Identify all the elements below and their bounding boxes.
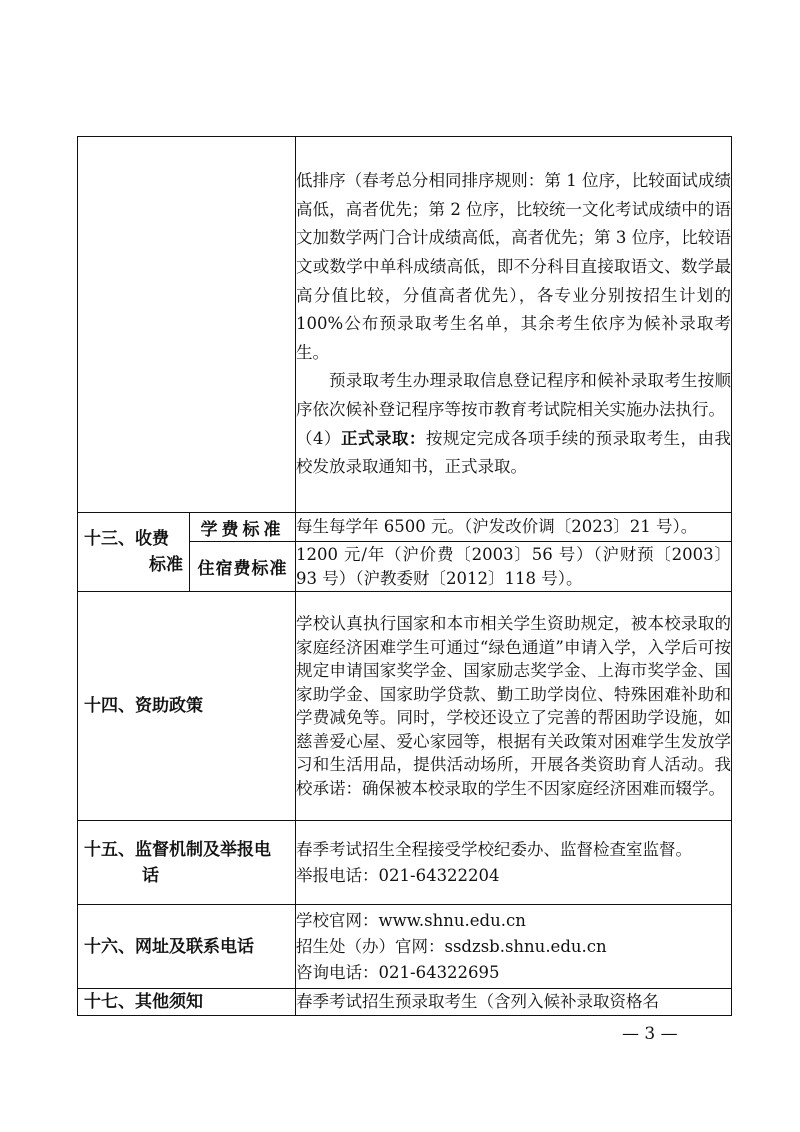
tuition-value: 每生每学年 6500 元。（沪发改价调〔2023〕21 号）。 — [296, 513, 732, 542]
aid-label: 十四、资助政策 — [78, 592, 296, 821]
row-supervision — [78, 821, 732, 905]
contact-label: 十六、网址及联系电话 — [78, 905, 296, 989]
contact-content-cell — [296, 905, 732, 989]
formal-admission-text: 按规定完成各项手续的预录取考生，由我校发放录取通知书，正式录取。 — [296, 428, 732, 477]
admission-paragraph-ranking: 低排序（春考总分相同排序规则：第 1 位序，比较面试成绩高低，高者优先；第 2 位序，比较统一文化考试成绩中的语文加数学两门合计成绩高低，高者优先；第 3 位序，比较语文或数学中单科成绩高低，即不分科目直接取语文、数学最高分值比较，分值高者优先），各专业分别按招生计划的 100%公布预录取考生名单，其余考生依序为候补录取考生。 — [296, 171, 731, 362]
supervision-label-line1: 十五、监督机制及举报电 — [84, 839, 271, 860]
admission-paragraph-registration: 预录取考生办理录取信息登记程序和候补录取考生按顺序依次候补登记程序等按市教育考试院相关实施办法执行。 — [296, 371, 731, 419]
row-tuition — [78, 513, 732, 542]
fees-label-line1: 十三、收费 — [84, 529, 169, 549]
inquiry-phone: 咨询电话：021-64322695 — [296, 962, 500, 982]
row-aid-policy — [78, 592, 732, 821]
housing-value: 1200 元/年（沪价费〔2003〕56 号）（沪财预〔2003〕93 号）（沪教委财〔2012〕118 号）。 — [296, 542, 732, 592]
supervision-phone: 举报电话：021-64322204 — [296, 865, 500, 885]
school-website: 学校官网：www.shnu.edu.cn — [296, 910, 526, 930]
other-notes-label: 十七、其他须知 — [78, 989, 296, 1016]
admission-paragraph-formal — [296, 425, 731, 482]
admission-content-cell — [296, 137, 732, 513]
other-notes-text: 春季考试招生预录取考生（含列入候补录取资格名 — [296, 989, 732, 1016]
row-other-notes — [78, 989, 732, 1016]
row-admission — [78, 137, 732, 513]
supervision-text: 春季考试招生全程接受学校纪委办、监督检查室监督。 — [296, 839, 692, 859]
aid-text: 学校认真执行国家和本市相关学生资助规定，被本校录取的家庭经济困难学生可通过“绿色通道”申请入学，入学后可按规定申请国家奖学金、国家励志奖学金、上海市奖学金、国家助学金、国家助学贷款、勤工助学岗位、特殊困难补助和学费减免等。同时，学校还设立了完善的帮困助学设施，如慈善爱心屋、爱心家园等，根据有关政策对困难学生发放学习和生活用品，提供活动场所，开展各类资助育人活动。我校承诺：确保被本校录取的学生不因家庭经济困难而辍学。 — [296, 592, 732, 821]
tuition-label: 学费标准 — [190, 513, 296, 542]
supervision-label-line2: 话 — [142, 865, 159, 886]
admissions-office-website: 招生处（办）官网：ssdzsb.shnu.edu.cn — [296, 936, 607, 956]
admission-info-table — [77, 136, 732, 1016]
housing-label: 住宿费标准 — [190, 542, 296, 592]
fees-label-line2: 标准 — [149, 555, 183, 575]
fees-label-cell — [78, 513, 190, 592]
supervision-content-cell — [296, 821, 732, 905]
formal-admission-heading: 正式录取： — [340, 428, 426, 448]
admission-label-cell — [78, 137, 296, 513]
page-number: — 3 — — [622, 1024, 678, 1044]
row-contact — [78, 905, 732, 989]
formal-admission-index: （4） — [296, 428, 341, 448]
supervision-label-cell — [78, 821, 296, 905]
